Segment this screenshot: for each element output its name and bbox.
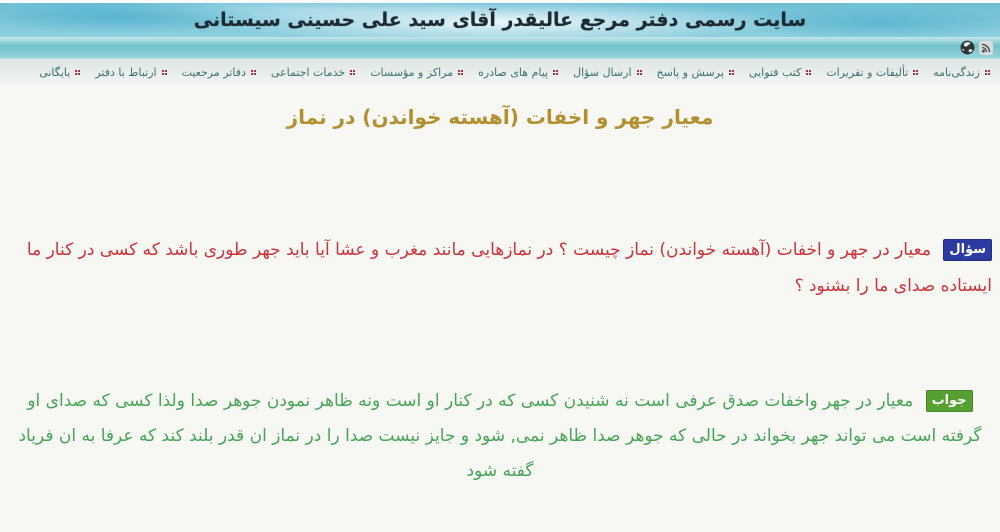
red-dots-bullet-icon [251, 70, 256, 75]
page-title: معیار جهر و اخفات (آهسته خواندن) در نماز [286, 105, 714, 129]
globe-icon[interactable] [960, 40, 975, 55]
answer-paragraph [8, 384, 992, 489]
red-dots-bullet-icon [162, 70, 167, 75]
nav-item-centers-institutions[interactable] [370, 66, 463, 79]
nav-item-fatwa-books[interactable] [749, 66, 811, 79]
nav-item-label: کتب فتوایی [748, 65, 802, 79]
red-dots-bullet-icon [75, 70, 80, 75]
nav-item-label: بایگانی [39, 65, 71, 79]
question-text: معیار در جهر و اخفات (آهسته خواندن) نماز چیست ؟ در نمازهایی مانند مغرب و عشا آیا باید جهر طوری باشد که کسی در کنار ما ایستاده صدای ما را بشنود ؟ [26, 240, 992, 296]
nav-item-label: زندگی‌نامه [933, 65, 980, 79]
red-dots-bullet-icon [553, 70, 558, 75]
nav-item-label: ارسال سؤال [573, 65, 632, 79]
nav-item-issued-messages[interactable] [478, 66, 558, 79]
nav-item-questions-answers[interactable] [657, 66, 734, 79]
site-banner-title[interactable]: سایت رسمی دفتر مرجع عالیقدر آقای سید علی حسینی سیستانی [193, 9, 807, 31]
rss-icon[interactable] [979, 41, 993, 55]
nav-item-contact-office[interactable] [95, 66, 166, 79]
red-dots-bullet-icon [806, 70, 811, 75]
nav-item-label: پرسش و پاسخ [656, 65, 724, 79]
question-badge: سؤال [943, 239, 992, 261]
nav-item-label: مراکز و مؤسسات [370, 65, 454, 79]
nav-item-send-question[interactable] [573, 66, 641, 79]
nav-item-writings[interactable] [826, 66, 918, 79]
nav-item-archive[interactable] [39, 66, 80, 79]
answer-badge: جواب [926, 390, 973, 412]
nav-item-label: خدمات اجتماعی [270, 65, 346, 79]
nav-item-label: تألیفات و تقریرات [826, 65, 909, 79]
red-dots-bullet-icon [458, 70, 463, 75]
red-dots-bullet-icon [350, 70, 355, 75]
nav-item-social-services[interactable] [271, 66, 355, 79]
question-paragraph [8, 232, 992, 304]
nav-item-marjaiyya-offices[interactable] [182, 66, 256, 79]
red-dots-bullet-icon [985, 70, 990, 75]
main-content [0, 85, 1000, 532]
answer-text: معیار در جهر واخفات صدق عرفی است نه شنیدن کسی که در کنار او است ونه ظاهر نمودن جوهر صدا ولذا کسی که صدای او گرفته است می تواند جهر بخواند در حالی که جوهر صدا ظاهر نمی, شود و جایز نیست صدا را در نماز ان قدر بلند کند که عرفا به ان فریاد گفته شود [18, 391, 982, 481]
main-navigation [0, 59, 1000, 85]
site-banner [0, 0, 1000, 37]
red-dots-bullet-icon [637, 70, 642, 75]
nav-item-biography[interactable] [933, 66, 990, 79]
red-dots-bullet-icon [913, 70, 918, 75]
red-dots-bullet-icon [729, 70, 734, 75]
nav-item-label: دفاتر مرجعیت [181, 65, 246, 79]
nav-item-label: پیام های صادره [478, 65, 549, 79]
utility-bar [0, 37, 1000, 59]
nav-item-label: ارتباط با دفتر [95, 65, 157, 79]
